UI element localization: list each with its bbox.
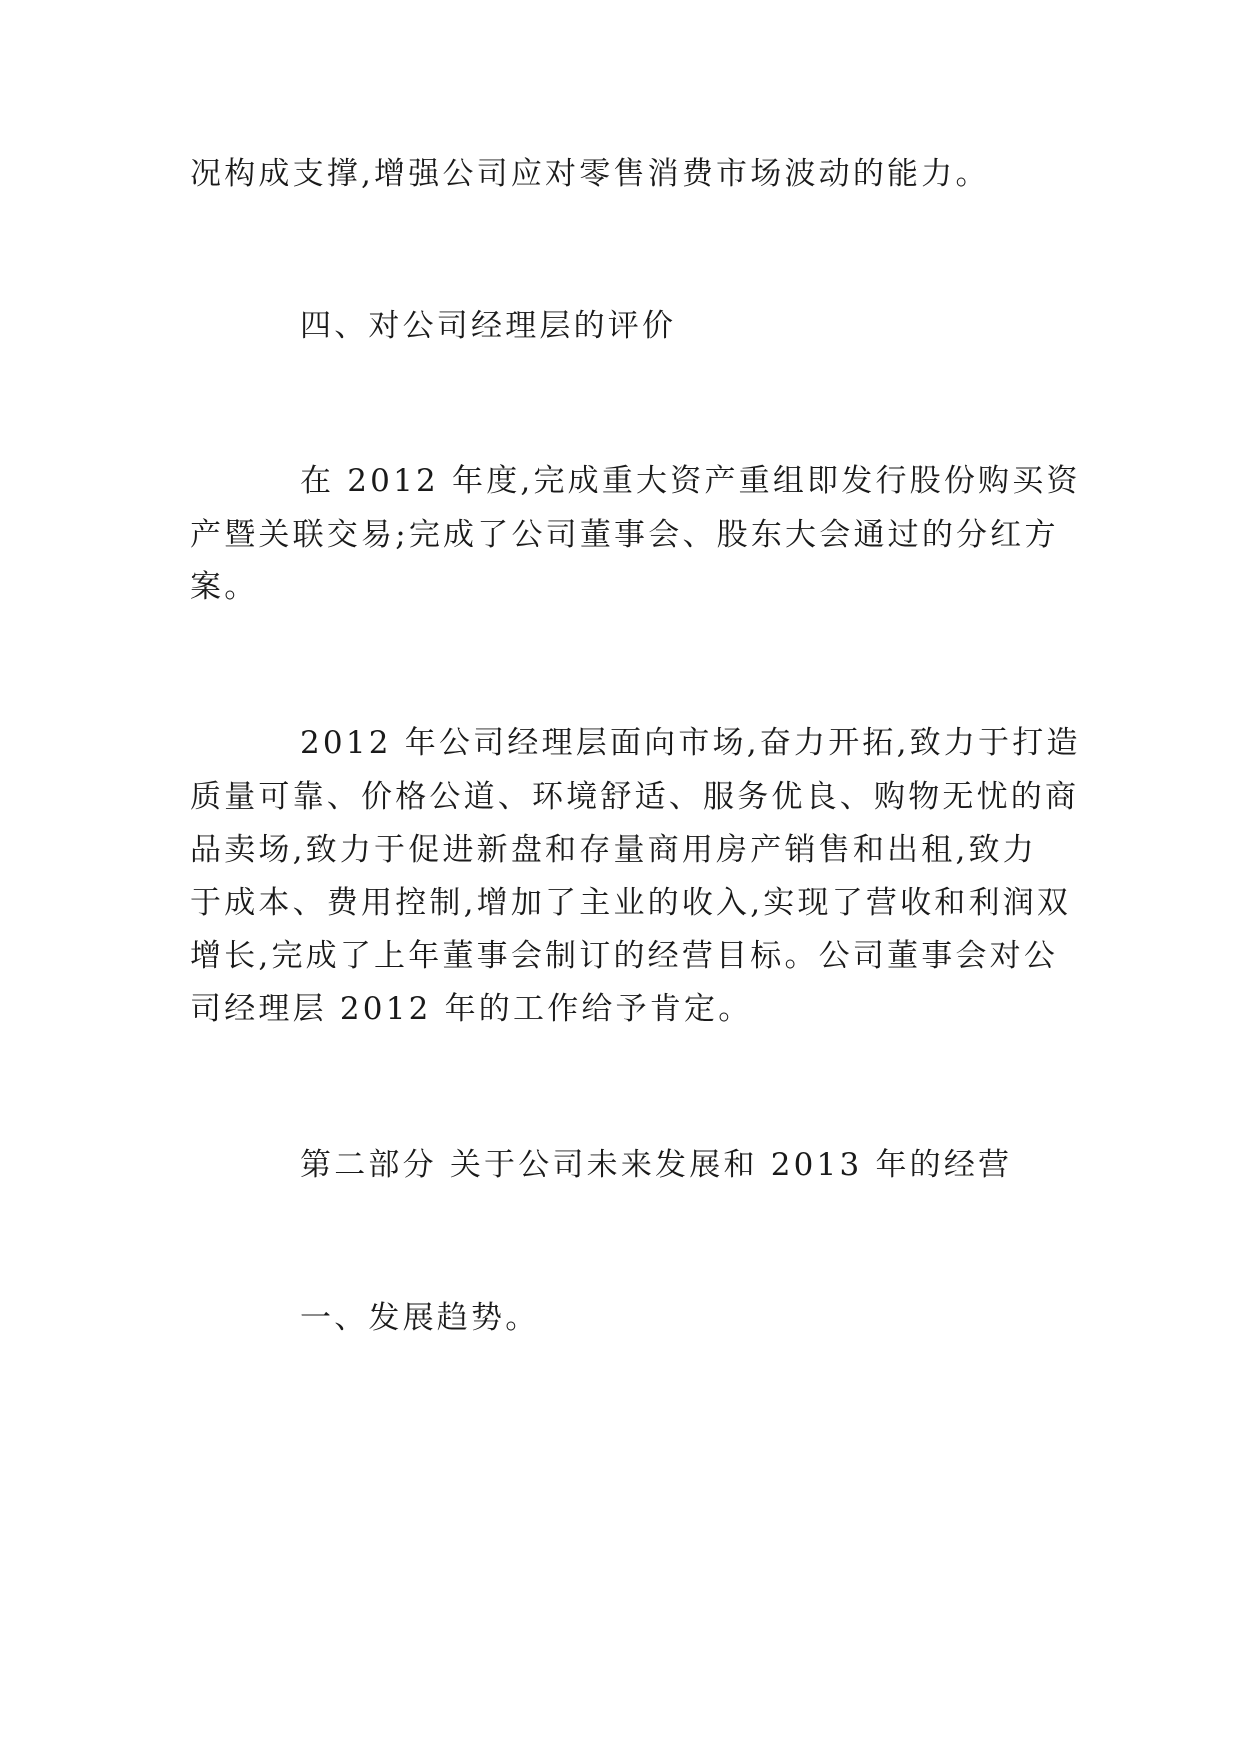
paragraph-line: 于成本、费用控制,增加了主业的收入,实现了营收和利润双 xyxy=(190,885,1072,921)
paragraph-line: 司经理层 2012 年的工作给予肯定。 xyxy=(190,991,753,1027)
paragraph-line: 产暨关联交易;完成了公司董事会、股东大会通过的分红方 xyxy=(190,517,1059,553)
paragraph-line: 质量可靠、价格公道、环境舒适、服务优良、购物无忧的商 xyxy=(190,779,1080,815)
paragraph-line: 2012 年公司经理层面向市场,奋力开拓,致力于打造 xyxy=(300,725,1081,761)
section-heading: 一、发展趋势。 xyxy=(300,1300,540,1336)
paragraph-line: 增长,完成了上年董事会制订的经营目标。公司董事会对公 xyxy=(190,938,1059,974)
paragraph-line: 况构成支撑,增强公司应对零售消费市场波动的能力。 xyxy=(190,156,990,192)
paragraph-line: 品卖场,致力于促进新盘和存量商用房产销售和出租,致力 xyxy=(190,832,1037,868)
section-heading: 四、对公司经理层的评价 xyxy=(300,308,677,344)
paragraph-line: 案。 xyxy=(190,569,259,605)
part-heading: 第二部分 关于公司未来发展和 2013 年的经营 xyxy=(300,1147,1013,1183)
paragraph-line: 在 2012 年度,完成重大资产重组即发行股份购买资 xyxy=(300,463,1081,499)
